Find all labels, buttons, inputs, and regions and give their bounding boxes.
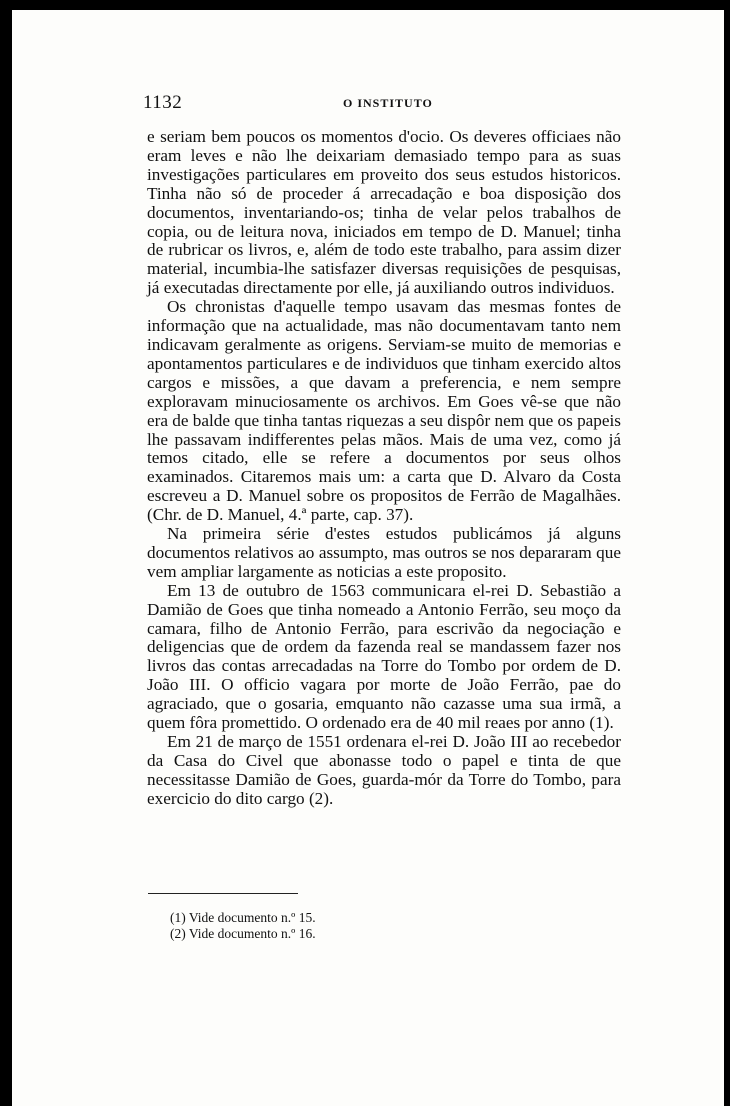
paragraph: Em 21 de março de 1551 ordenara el-rei D. João III ao recebedor da Casa do Civel que abonasse todo o papel e tinta de que necessitasse Damião de Goes, guarda-mór da Torre do Tombo, para exercicio do dito cargo (2). bbox=[147, 732, 621, 808]
scan-border-right bbox=[724, 0, 730, 1106]
footnotes bbox=[170, 910, 570, 942]
paragraph: Os chronistas d'aquelle tempo usavam das mesmas fontes de informação que na actualidade, mas não documentavam tanto nem indicavam geralmente as origens. Serviam-se muito de memorias e apontamentos particulares e de individuos que tinham exercido altos cargos e missões, a que davam a preferencia, e nem sempre exploravam minuciosamente os archivos. Em Goes vê-se que não era de balde que tinha tantas riquezas a seu dispôr nem que os papeis lhe passavam indifferentes pelas mãos. Mais de uma vez, como já temos citado, elle se refere a documentos por seus olhos examinados. Citaremos mais um: a carta que D. Alvaro da Costa escreveu a D. Manuel sobre os propositos de Ferrão de Magalhães. (Chr. de D. Manuel, 4.ª parte, cap. 37). bbox=[147, 297, 621, 525]
page-header bbox=[143, 92, 623, 114]
footnote: (1) Vide documento n.º 15. bbox=[170, 910, 316, 925]
running-title: O INSTITUTO bbox=[343, 96, 433, 110]
paragraph: Em 13 de outubro de 1563 communicara el-rei D. Sebastião a Damião de Goes que tinha nomeado a Antonio Ferrão, seu moço da camara, filho de Antonio Ferrão, para escrivão da negociação e deligencias que de ordem da fazenda real se mandassem fazer nos livros das contas arrecadadas na Torre do Tombo por ordem de D. João III. O officio vagara por morte de João Ferrão, pae do agraciado, que o gosaria, emquanto não cazasse uma sua irmã, a quem fôra promettido. O ordenado era de 40 mil reaes por anno (1). bbox=[147, 580, 621, 733]
footnote: (2) Vide documento n.º 16. bbox=[170, 926, 316, 941]
scan-border-left bbox=[0, 0, 12, 1106]
body-text bbox=[147, 128, 621, 809]
footnote-rule bbox=[148, 893, 298, 894]
paragraph: e seriam bem poucos os momentos d'ocio. Os deveres officiaes não eram leves e não lhe deixariam demasiado tempo para as suas investigações particulares em proveito dos seus estudos historicos. Tinha não só de proceder á arrecadação e boa disposição dos documentos, inventariando-os; tinha de velar pelos trabalhos de copia, ou de leitura nova, iniciados em tempo de D. Manuel; tinha de rubricar os livros, e, além de todo este trabalho, para assim dizer material, incumbia-lhe satisfazer diversas requisições de pesquisas, já executadas directamente por elle, já auxiliando outros individuos. bbox=[147, 127, 621, 298]
page-number: 1132 bbox=[143, 92, 183, 113]
paragraph: Na primeira série d'estes estudos publicámos já alguns documentos relativos ao assumpto, mas outros se nos depararam que vem ampliar largamente as noticias a este proposito. bbox=[147, 524, 621, 581]
scan-border-top bbox=[0, 0, 730, 10]
